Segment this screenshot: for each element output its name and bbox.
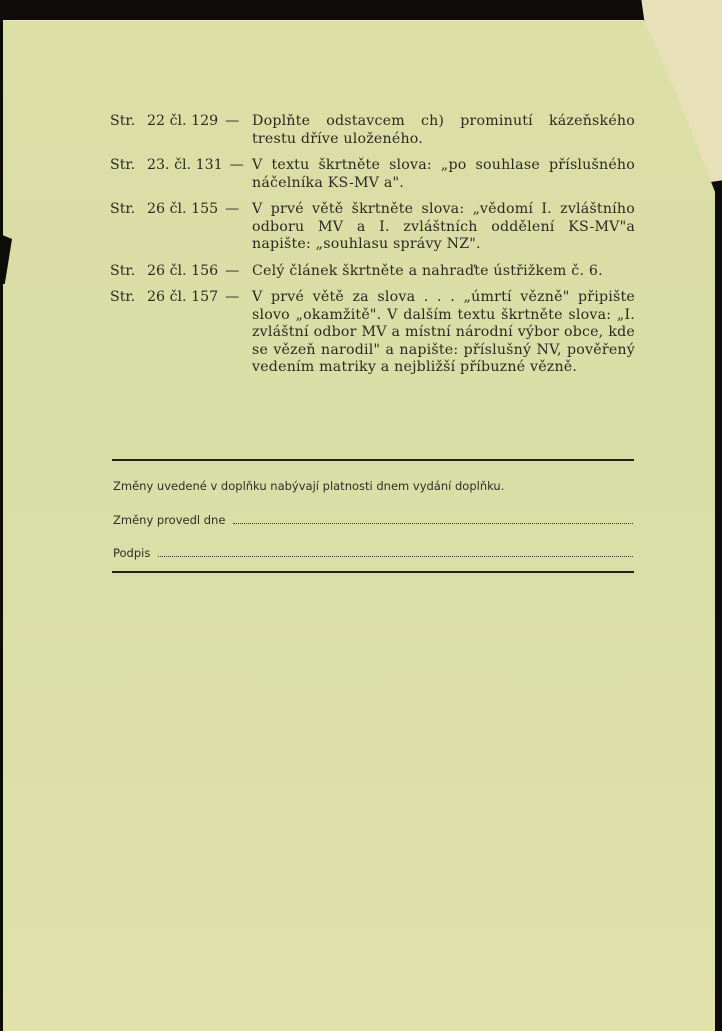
dash: —	[225, 262, 240, 279]
amendment-text: V prvé větě škrtněte slova: „vědomí I. zvláštního odboru MV a I. zvláštních oddělení KS-MV"a napište: „souhlasu správy NZ".	[252, 201, 635, 252]
signature-label: Podpis	[113, 546, 151, 560]
page-label: Str.	[110, 201, 136, 217]
dash: —	[225, 289, 240, 305]
page-article: 26 čl. 156	[147, 262, 219, 279]
amendment-entry	[110, 113, 635, 148]
amendment-entry	[110, 201, 635, 254]
signature-line[interactable]	[158, 555, 633, 557]
amendment-text: Doplňte odstavcem ch) prominutí kázeňského trestu dříve uloženého.	[252, 113, 635, 147]
amendment-reference	[110, 157, 252, 192]
changes-made-date-line[interactable]	[233, 522, 633, 524]
amendment-entry	[110, 157, 635, 192]
page-label: Str.	[110, 157, 136, 173]
amendments-list	[110, 113, 635, 386]
amendment-entry	[110, 289, 635, 377]
dash: —	[225, 113, 240, 129]
divider-top	[112, 459, 634, 461]
validity-note: Změny uvedené v doplňku nabývají platnosti dnem vydání doplňku.	[113, 479, 505, 493]
changes-made-label: Změny provedl dne	[113, 513, 226, 527]
amendment-reference	[110, 113, 252, 148]
divider-bottom	[112, 571, 634, 573]
page-label: Str.	[110, 113, 136, 129]
amendment-entry	[110, 263, 635, 281]
page-article: 22 čl. 129	[147, 113, 219, 129]
page-article: 26 čl. 155	[147, 201, 219, 217]
signature-field	[113, 546, 633, 560]
amendment-text: V textu škrtněte slova: „po souhlase příslušného náčelníka KS-MV a".	[252, 157, 635, 191]
amendment-reference	[110, 289, 252, 377]
amendment-reference	[110, 201, 252, 254]
page-article: 23. čl. 131	[147, 157, 223, 173]
page-article: 26 čl. 157	[147, 289, 219, 305]
amendment-text: Celý článek škrtněte a nahraďte ústřižkem č. 6.	[252, 262, 603, 279]
page-label: Str.	[110, 289, 136, 305]
amendment-reference	[110, 263, 252, 281]
changes-made-field	[113, 513, 633, 527]
dash: —	[229, 157, 244, 173]
page-label: Str.	[110, 262, 136, 279]
dash: —	[225, 201, 240, 217]
amendment-text: V prvé větě za slova . . . „úmrtí vězně" připište slovo „okamžitě". V dalším textu škrtněte slova: „I. zvláštní odbor MV a místní národní výbor obce, kde se vězeň narodil" a napište: příslušný NV, pověřený vedením matriky a nejbližší příbuzné vězně.	[252, 289, 635, 375]
